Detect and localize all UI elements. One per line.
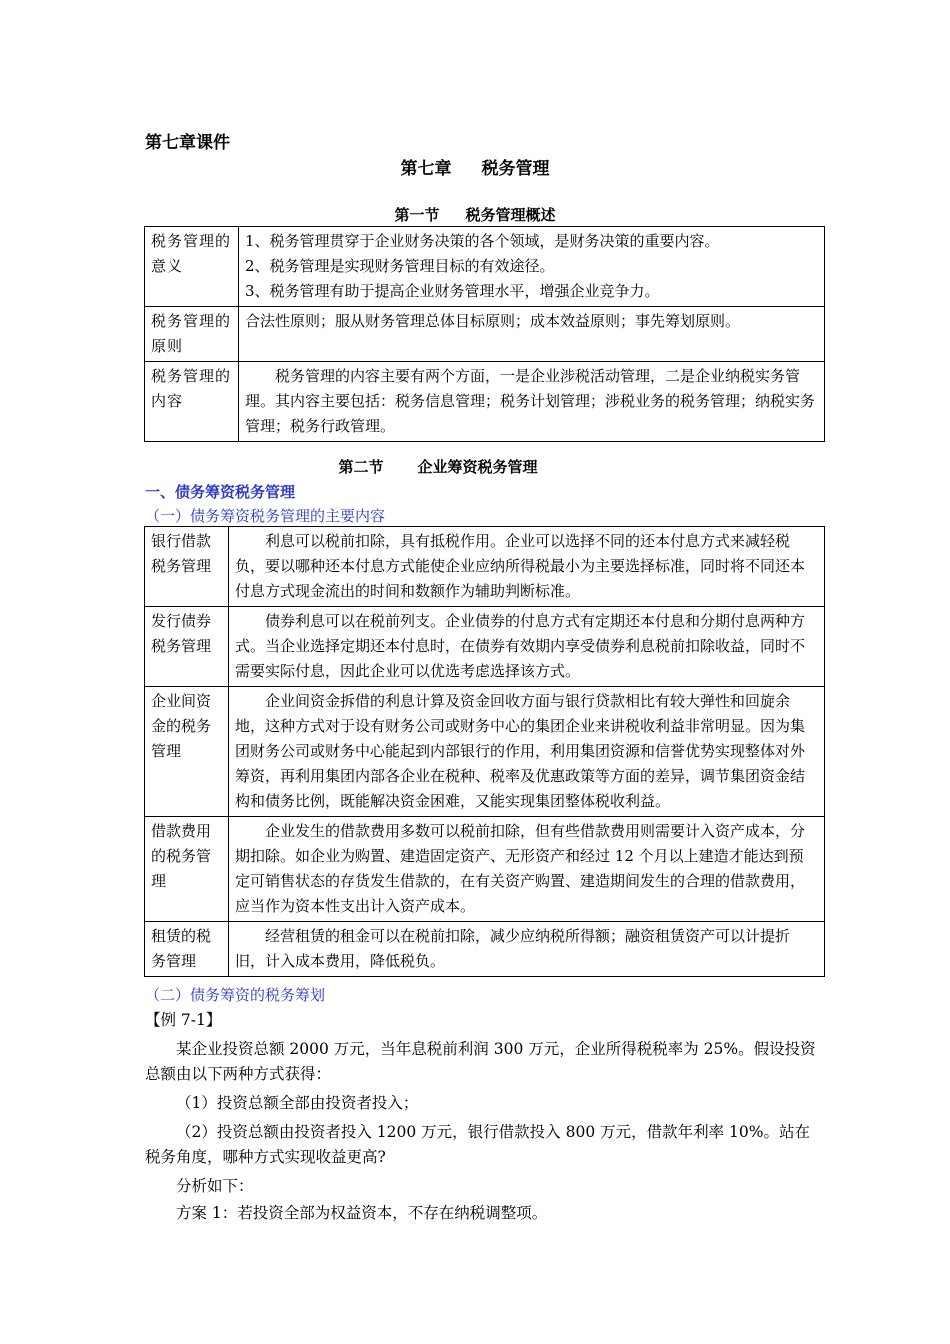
section1-heading <box>0 204 950 225</box>
subheading-tax-planning: （二）债务筹资的税务筹划 <box>145 986 326 1004</box>
section1-name: 税务管理概述 <box>465 206 556 224</box>
row-key: 税务管理的原则 <box>145 307 239 362</box>
section1-table <box>144 226 825 442</box>
heading-debt-financing: 一、债务筹资税务管理 <box>145 483 296 501</box>
table-row <box>145 362 825 442</box>
example-block <box>145 1008 825 1226</box>
row-value: 利息可以税前扣除，具有抵税作用。企业可以选择不同的还本付息方式来减轻税负，要以哪种还本付息方式能使企业应纳所得税最小为主要选择标准，同时将不同还本付息方式现金流出的时间和数额作为辅助判断标准。 <box>229 527 825 607</box>
plan-1: 方案 1：若投资全部为权益资本，不存在纳税调整项。 <box>176 1204 548 1222</box>
row-value: 企业发生的借款费用多数可以税前扣除，但有些借款费用则需要计入资产成本，分期扣除。如企业为购置、建造固定资产、无形资产和经过 12 个月以上建造才能达到预定可销售状态的存货发生借款的，在有关资产购置、建造期间发生的合理的借款费用，应当作为资本性支出计入资产成本。 <box>229 817 825 922</box>
row-key: 租赁的税务管理 <box>145 922 229 977</box>
section1-number: 第一节 <box>394 206 440 224</box>
list-item: 3、税务管理有助于提高企业财务管理水平，增强企业竞争力。 <box>245 282 660 300</box>
row-value: 债券利息可以在税前列支。企业债券的付息方式有定期还本付息和分期付息两种方式。当企业选择定期还本付息时，在债券有效期内享受债券利息税前扣除收益，同时不需要实际付息，因此企业可以优选考虑选择该方式。 <box>229 607 825 687</box>
row-value <box>239 307 825 362</box>
table-row <box>145 527 825 607</box>
table-row <box>145 687 825 817</box>
table-row <box>145 922 825 977</box>
row-key: 税务管理的内容 <box>145 362 239 442</box>
example-option-1: （1）投资总额全部由投资者投入； <box>176 1094 419 1112</box>
chapter-name: 税务管理 <box>481 159 550 179</box>
table-row <box>145 307 825 362</box>
table-row <box>145 817 825 922</box>
table-row <box>145 227 825 307</box>
row-key: 发行债券税务管理 <box>145 607 229 687</box>
section2-number: 第二节 <box>338 458 384 476</box>
chapter-number: 第七章 <box>400 159 452 179</box>
subheading-main-content: （一）债务筹资税务管理的主要内容 <box>145 507 386 525</box>
table-row <box>145 607 825 687</box>
analysis-label: 分析如下： <box>176 1177 254 1195</box>
section2-name: 企业筹资税务管理 <box>417 458 538 476</box>
example-option-2: （2）投资总额由投资者投入 1200 万元，银行借款投入 800 万元，借款年利率 10%。站在税务角度，哪种方式实现收益更高? <box>145 1123 810 1166</box>
row-key: 企业间资金的税务管理 <box>145 687 229 817</box>
example-label: 【例 7-1】 <box>145 1011 222 1029</box>
row-value: 经营租赁的租金可以在税前扣除，减少应纳税所得额；融资租赁资产可以计提折旧，计入成本费用，降低税负。 <box>229 922 825 977</box>
list-item: 1、税务管理贯穿于企业财务决策的各个领域，是财务决策的重要内容。 <box>245 232 720 250</box>
section2-table <box>144 526 825 977</box>
row-value: 企业间资金拆借的利息计算及资金回收方面与银行贷款相比有较大弹性和回旋余地，这种方式对于设有财务公司或财务中心的集团企业来讲税收利益非常明显。因为集团财务公司或财务中心能起到内部银行的作用，利用集团资源和信誉优势实现整体对外筹资，再利用集团内部各企业在税种、税率及优惠政策等方面的差异，调节集团资金结构和债务比例，既能解决资金困难，又能实现集团整体税收利益。 <box>229 687 825 817</box>
example-paragraph: 某企业投资总额 2000 万元，当年息税前利润 300 万元，企业所得税税率为 25%。假设投资总额由以下两种方式获得： <box>145 1040 816 1083</box>
section2-heading <box>0 456 876 477</box>
document-title: 第七章课件 <box>145 133 230 153</box>
row-value: 税务管理的内容主要有两个方面，一是企业涉税活动管理，二是企业纳税实务管理。其内容主要包括：税务信息管理；税务计划管理；涉税业务的税务管理；纳税实务管理；税务行政管理。 <box>239 362 825 442</box>
row-value <box>239 227 825 307</box>
row-key: 银行借款税务管理 <box>145 527 229 607</box>
row-key: 税务管理的意义 <box>145 227 239 307</box>
list-item: 2、税务管理是实现财务管理目标的有效途径。 <box>245 257 555 275</box>
row-key: 借款费用的税务管理 <box>145 817 229 922</box>
chapter-heading <box>0 154 950 179</box>
list-item: 合法性原则；服从财务管理总体目标原则；成本效益原则；事先筹划原则。 <box>245 312 741 330</box>
